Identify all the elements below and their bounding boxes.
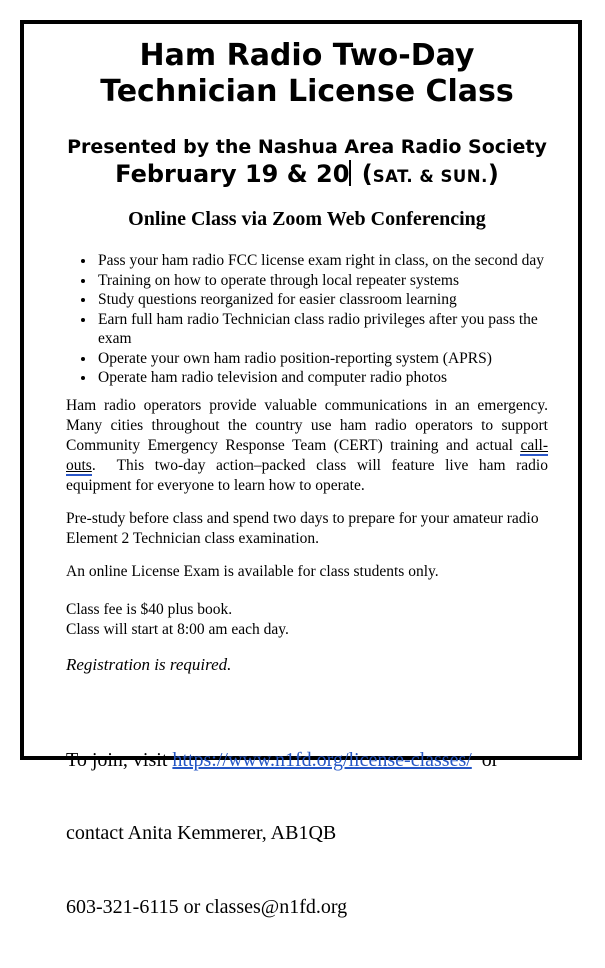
- join-line1-prefix: To join, visit: [66, 749, 172, 771]
- contact-phone-email-line: 603-321-6115 or classes@n1fd.org: [66, 895, 548, 920]
- class-fee-line: Class fee is $40 plus book.: [66, 600, 548, 620]
- date-paren-open: (: [353, 160, 372, 188]
- flyer-title: [66, 38, 548, 110]
- flyer-border-box: [20, 20, 582, 760]
- emergency-paragraph: [66, 396, 548, 496]
- list-item: • Earn full ham radio Technician class radio privileges after you pass the exam: [96, 310, 548, 349]
- list-item: • Operate ham radio television and computer radio photos: [96, 368, 548, 388]
- flyer-title-line1: Ham Radio Two-Day: [66, 38, 548, 74]
- join-line1-suffix: or: [472, 749, 499, 771]
- benefits-bullet-list: [66, 251, 548, 388]
- contact-name-line: contact Anita Kemmerer, AB1QB: [66, 821, 548, 846]
- date-paren-close: ): [488, 160, 499, 188]
- text-cursor: [349, 160, 351, 186]
- list-item: • Study questions reorganized for easier classroom learning: [96, 290, 548, 310]
- date-main: February 19 & 20: [115, 160, 349, 188]
- list-item: • Training on how to operate through local repeater systems: [96, 271, 548, 291]
- prestudy-paragraph: Pre-study before class and spend two days to prepare for your amateur radio Element 2 Technician class examination.: [66, 509, 548, 549]
- contact-block: [66, 699, 548, 968]
- date-days: SAT. & SUN.: [373, 167, 488, 186]
- online-class-heading: Online Class via Zoom Web Conferencing: [66, 208, 548, 231]
- date-line: [66, 160, 548, 188]
- join-line1: [66, 748, 548, 773]
- callouts-underlined-text: call-outs: [66, 437, 548, 476]
- emergency-paragraph-text-after: . This two-day action–packed class will feature live ham radio equipment for everyone to learn how to operate.: [66, 457, 552, 494]
- fee-block: [66, 600, 548, 640]
- emergency-paragraph-text: Ham radio operators provide valuable communications in an emergency. Many cities throughout the country use ham radio operators to support Community Emergency Response Team (CERT) training and actual: [66, 397, 556, 454]
- registration-required-line: Registration is required.: [66, 655, 548, 675]
- flyer-title-line2: Technician License Class: [66, 74, 548, 110]
- list-item: • Pass your ham radio FCC license exam right in class, on the second day: [96, 251, 548, 271]
- list-item: • Operate your own ham radio position-reporting system (APRS): [96, 349, 548, 369]
- presented-by-line: Presented by the Nashua Area Radio Society: [66, 136, 548, 158]
- class-start-line: Class will start at 8:00 am each day.: [66, 620, 548, 640]
- license-classes-link[interactable]: https://www.n1fd.org/license-classes/: [172, 749, 471, 771]
- online-exam-paragraph: An online License Exam is available for class students only.: [66, 562, 548, 582]
